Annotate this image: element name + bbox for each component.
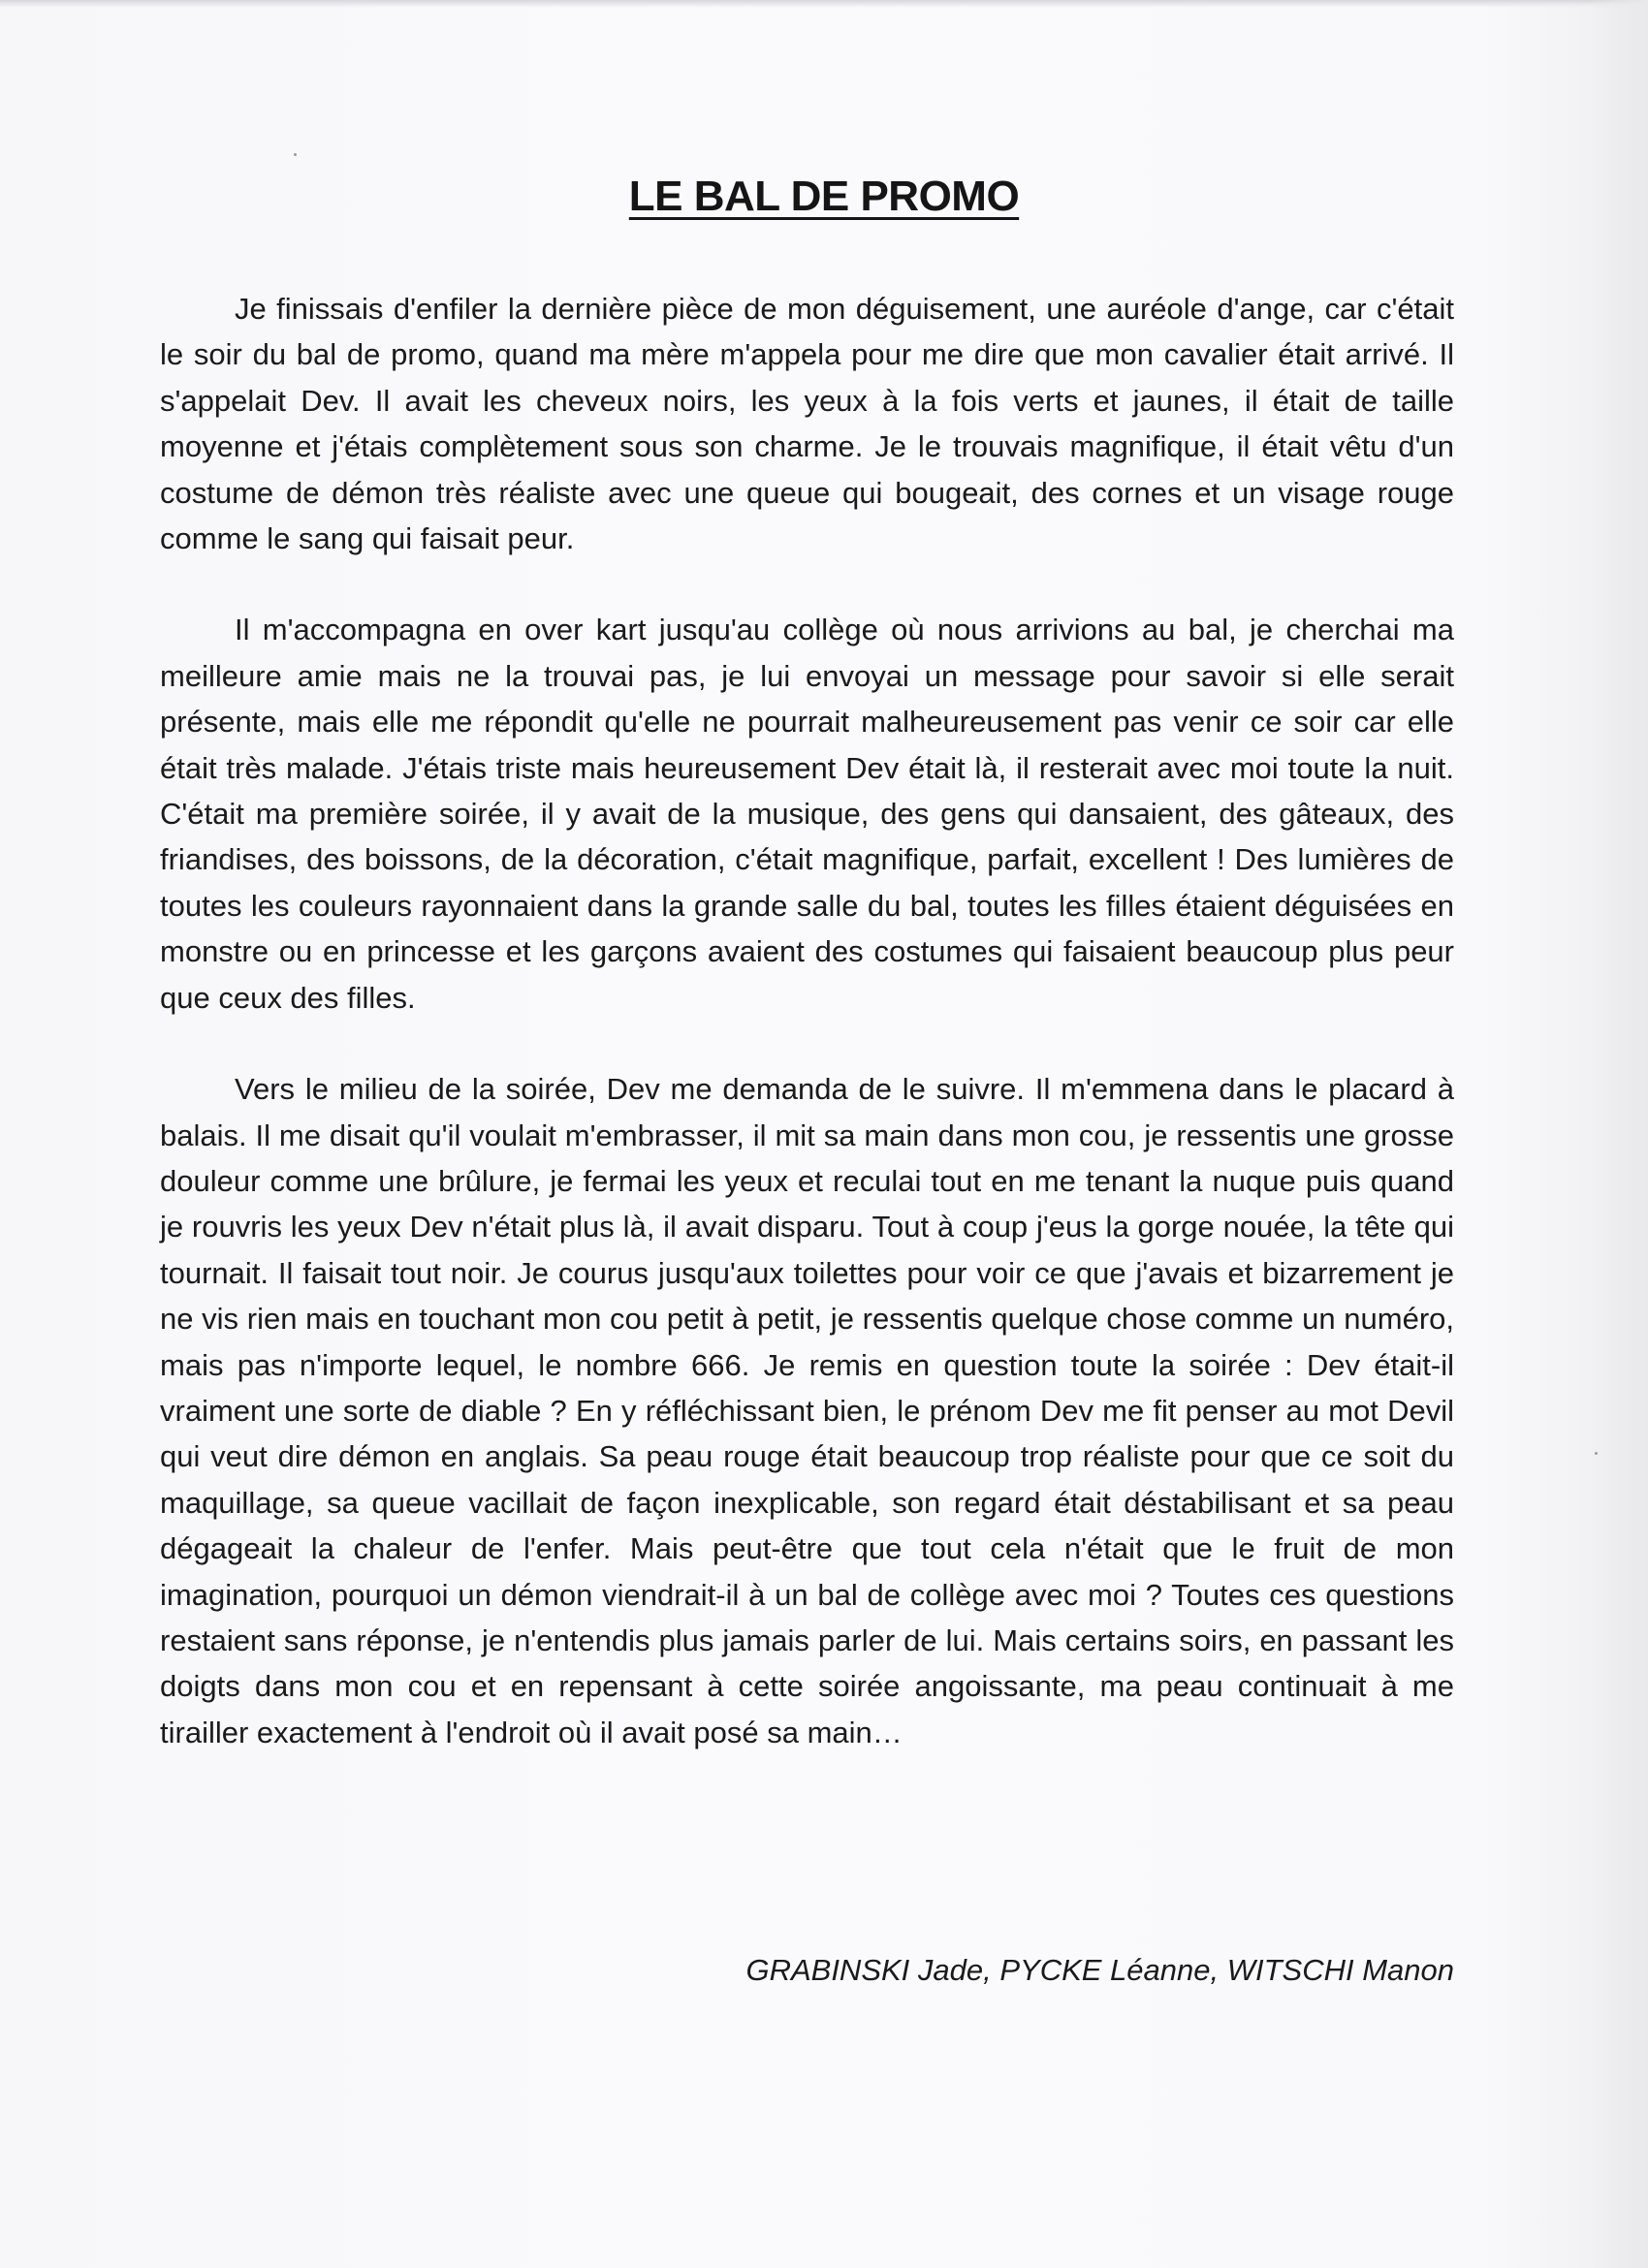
page-right-edge <box>1590 0 1648 2268</box>
document-title: LE BAL DE PROMO <box>628 173 1020 220</box>
paragraph-1: Je finissais d'enfiler la dernière pièce de mon déguisement, une auréole d'ange, car c'était le soir du bal de promo, quand ma mère m'appela pour me dire que mon cavalier était arrivé. Il s'appelait Dev. Il avait les cheveux noirs, les yeux à la fois verts et jaunes, il était de taille moyenne et j'étais complètement sous son charme. Je le trouvais magnifique, il était vêtu d'un costume de démon très réaliste avec une queue qui bougeait, des cornes et un visage rouge comme le sang qui faisait peur. <box>160 292 1454 556</box>
page-top-edge <box>0 0 1648 8</box>
paragraph-2: Il m'accompagna en over kart jusqu'au collège où nous arrivions au bal, je cherchai ma meilleure amie mais ne la trouvai pas, je lui envoyai un message pour savoir si elle serait présente, mais elle me répondit qu'elle ne pourrait malheureusement pas venir ce soir car elle était très malade. J'étais triste mais heureusement Dev était là, il resterait avec moi toute la nuit. C'était ma première soirée, il y avait de la musique, des gens qui dansaient, des gâteaux, des friandises, des boissons, de la décoration, c'était magnifique, parfait, excellent ! Des lumières de toutes les couleurs rayonnaient dans la grande salle du bal, toutes les filles étaient déguisées en monstre ou en princesse et les garçons avaient des costumes qui faisaient beaucoup plus peur que ceux des filles. <box>160 613 1454 1015</box>
paragraph-3: Vers le milieu de la soirée, Dev me demanda de le suivre. Il m'emmena dans le placard à balais. Il me disait qu'il voulait m'embrasser, il mit sa main dans mon cou, je ressentis une grosse douleur comme une brûlure, je fermai les yeux et reculai tout en me tenant la nuque puis quand je rouvris les yeux Dev n'était plus là, il avait disparu. Tout à coup j'eus la gorge nouée, la tête qui tournait. Il faisait tout noir. Je courus jusqu'aux toilettes pour voir ce que j'avais et bizarrement je ne vis rien mais en touchant mon cou petit à petit, je ressentis quelque chose comme un numéro, mais pas n'importe lequel, le nombre 666. Je remis en question toute la soirée : Dev était-il vraiment une sorte de diable ? En y réfléchissant bien, le prénom Dev me fit penser au mot Devil qui veut dire démon en anglais. Sa peau rouge était beaucoup trop réaliste pour que ce soit du maquillage, sa queue vacillait de façon inexplicable, son regard était déstabilisant et sa peau dégageait la chaleur de l'enfer. Mais peut-être que tout cela n'était que le fruit de mon imagination, pourquoi un démon viendrait-il à un bal de collège avec moi ? Toutes ces questions restaient sans réponse, je n'entendis plus jamais parler de lui. Mais certains soirs, en passant les doigts dans mon cou et en repensant à cette soirée angoissante, ma peau continuait à me tirailler exactement à l'endroit où il avait posé sa main… <box>160 1072 1454 1749</box>
authors-signature: GRABINSKI Jade, PYCKE Léanne, WITSCHI Manon <box>745 1953 1454 1987</box>
paper-speck <box>294 153 297 156</box>
story-body <box>160 286 1454 1801</box>
paper-speck <box>1595 1452 1598 1455</box>
